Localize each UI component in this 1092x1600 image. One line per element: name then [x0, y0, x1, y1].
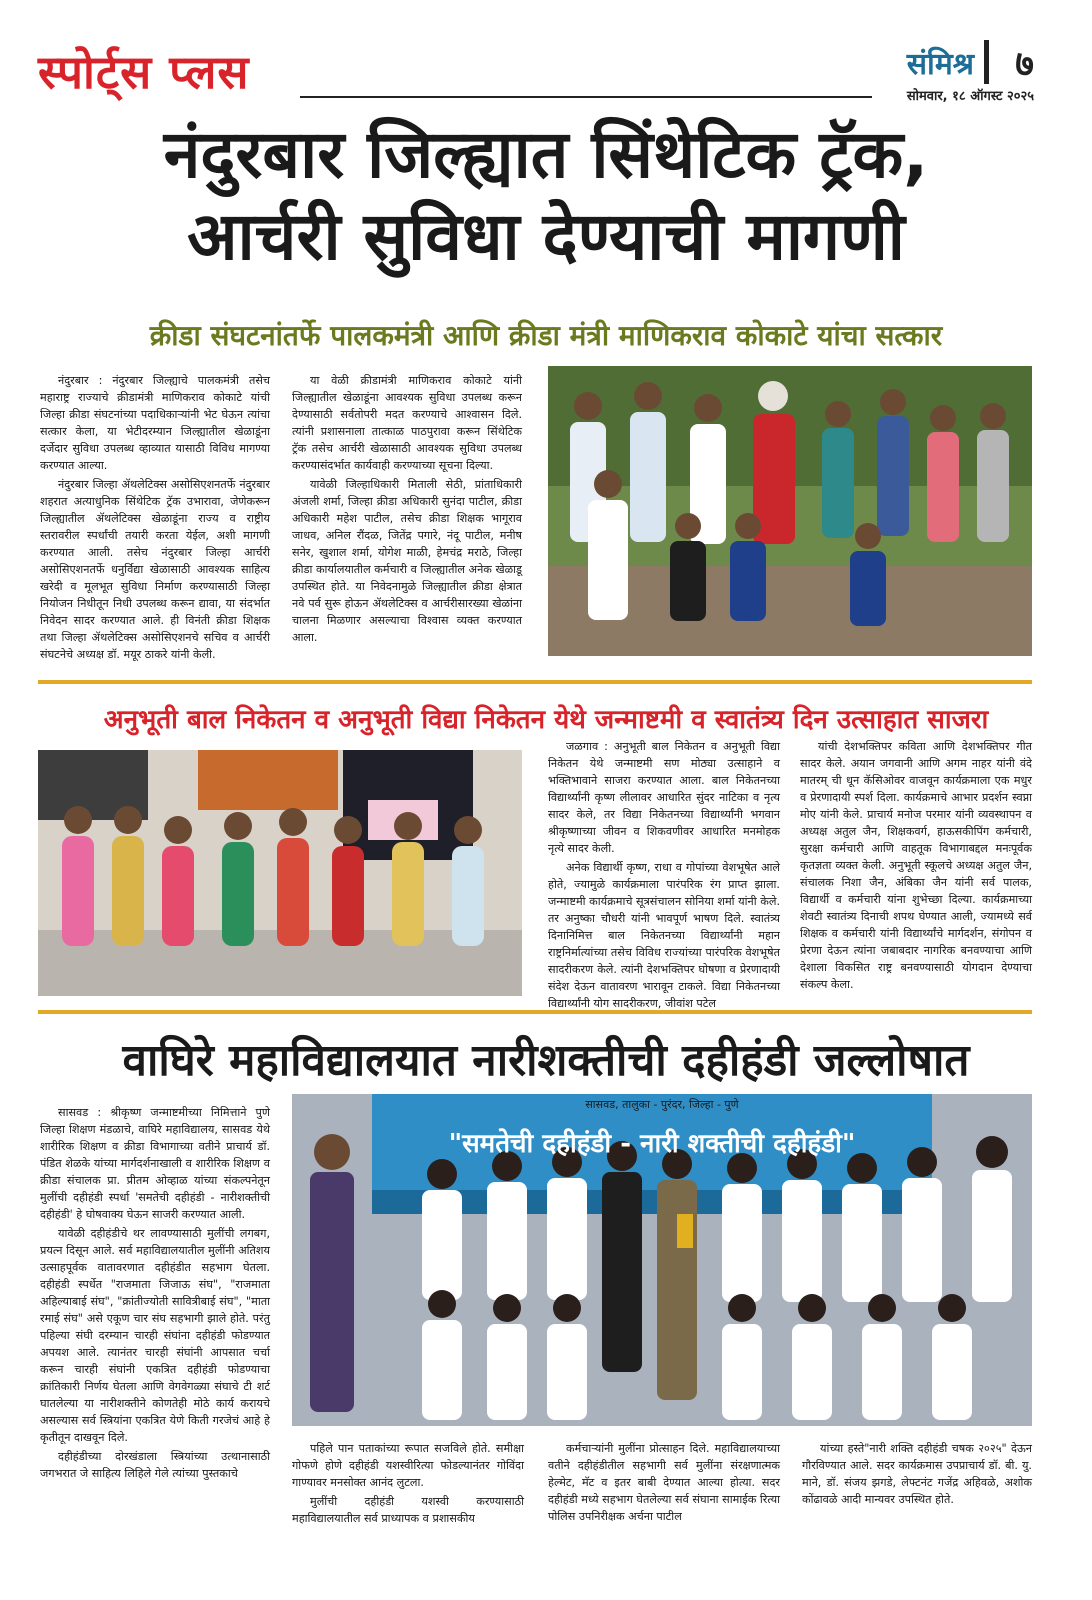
story3-column-3 [548, 1440, 780, 1525]
story1-group-photo [548, 366, 1032, 656]
story1-headline-line1: नंदुरबार जिल्ह्यात सिंथेटिक ट्रॅक, [163, 116, 929, 193]
masthead-rule [300, 96, 872, 98]
paragraph: यांच्या हस्ते"नारी शक्ति दहीहंडी चषक २०२५" देऊन गौरविण्यात आले. सदर कार्यक्रमास उपप्राचार्य डॉ. बी. यु. माने, डॉ. संजय झगडे, लेफ्टनंट गजेंद्र अहिवळे, अशोक कोंढावळे आदी मान्यवर उपस्थित होते. [802, 1442, 1032, 1507]
paragraph: नंदुरबार जिल्हा ॲथलेटिक्स असोसिएशनतर्फे नंदुरबार शहरात अत्याधुनिक सिंथेटिक ट्रॅक उभारावा, जेणेकरून जिल्ह्यातील ॲथलेटिक्स खेळाडूंना राज्य व राष्ट्रीय स्तरावरील स्पर्धांची तयारी करता येईल, अशी मागणी करण्यात आली. तसेच नंदुरबार जिल्हा आर्चरी असोसिएशनतर्फे धनुर्विद्या खेळासाठी आवश्यक साहित्य खरेदी व मूलभूत सुविधा निर्माण करण्यासाठी जिल्हा नियोजन निधीतून निधी उपलब्ध करून द्यावा, या संदर्भात निवेदन सादर करण्यात आले. ही विनंती क्रीडा शिक्षक तथा जिल्हा ॲथलेटिक्स असोसिएशनचे सचिव व आर्चरी संघटनेचे अध्यक्ष डॉ. मयूर ठाकरे यांनी केली. [40, 478, 270, 662]
story1-column-2 [292, 372, 522, 646]
story2-children-photo [38, 750, 522, 996]
banner-location-text: सासवड, तालुका - पुरंदर, जिल्हा - पुणे [585, 1098, 739, 1111]
paragraph: यावेळी दहीहंडीचे थर लावण्यासाठी मुलींची लगबग, प्रयत्न दिसून आले. सर्व महाविद्यालयातील मुलींनी अतिशय उत्साहपूर्वक वातावरणात दहीहंडीत सहभाग घेतला. दहीहंडी स्पर्धेत "राजमाता जिजाऊ संघ", "राजमाता अहिल्याबाई संघ", "क्रांतीज्योती सावित्रीबाई संघ", "माता रमाई संघ" असे एकूण चार संघ सहभागी झाले होते. परंतु पहिल्या संघी दरम्यान चारही संघांना दहीहंडी फोडण्यात अपयश आले. त्यानंतर चारही संघांनी आपसात चर्चा करून चारही संघांनी एकत्रित दहीहंडी फोडण्याचा क्रांतिकारी निर्णय घेतला आणि वेगवेगळ्या संघाचे टी शर्ट घातलेल्या या नारीशक्तीने कोणतेही मोठे कार्य करायचे असल्यास सर्व स्त्रियांना एकत्रित येणे किती गरजेचं आहे हे कृतीतून दाखवून दिले. [40, 1227, 270, 1445]
story3-column-2 [292, 1440, 524, 1527]
paragraph: पहिले पान पताकांच्या रूपात सजविले होते. समीक्षा गोफणे होणे दहीहंडी यशस्वीरित्या फोडल्यानंतर गोविंदा गाण्यावर मनसोक्त आनंद लुटला. [292, 1442, 524, 1490]
story1-headline-line2: आर्चरी सुविधा देण्याची मागणी [187, 198, 905, 275]
section-divider [38, 680, 1032, 684]
story1-subheadline: क्रीडा संघटनांतर्फे पालकमंत्री आणि क्रीडा मंत्री माणिकराव कोकाटे यांचा सत्कार [149, 319, 943, 352]
story3-column-1 [40, 1104, 270, 1482]
story2-column-2 [800, 738, 1032, 993]
paragraph: कर्मचाऱ्यांनी मुलींना प्रोत्साहन दिले. महाविद्यालयाच्या वतीने दहीहंडीतील सहभागी सर्व मुलींना संरक्षणात्मक हेल्मेट, मॅट व इतर बाबी देण्यात आल्या होत्या. सदर दहीहंडी मध्ये सहभाग घेतलेल्या सर्व संघाना सामाईक रित्या पोलिस उपनिरीक्षक अर्चना पाटील [548, 1442, 780, 1524]
paragraph: मुलींची दहीहंडी यशस्वी करण्यासाठी महाविद्यालयातील सर्व प्राध्यापक व प्रशासकीय [292, 1495, 524, 1526]
page-number: ७ [1015, 44, 1034, 85]
paragraph: नंदुरबार : नंदुरबार जिल्ह्याचे पालकमंत्री तसेच महाराष्ट्र राज्याचे क्रीडामंत्री माणिकराव कोकाटे यांची जिल्हा क्रीडा संघटनांच्या पदाधिकाऱ्यांनी भेट घेऊन त्यांचा सत्कार केला, या भेटीदरम्यान जिल्ह्यातील खेळाडूंना दर्जेदार सुविधा उपलब्ध व्हाव्यात यासाठी विविध मागण्या करण्यात आल्या. [40, 374, 270, 473]
paragraph: या वेळी क्रीडामंत्री माणिकराव कोकाटे यांनी जिल्ह्यातील खेळाडूंना आवश्यक सुविधा उपलब्ध करून देण्यासाठी सर्वतोपरी मदत करण्याचे आश्वासन दिले. त्यांनी प्रशासनाला तात्काळ पाठपुरावा करून सिंथेटिक ट्रॅक तसेच आर्चरी खेळासाठी आवश्यक सुविधा उपलब्ध करण्यासंदर्भात कार्यवाही करण्याच्या सूचना दिल्या. [292, 374, 522, 473]
publication-date: सोमवार, १८ ऑगस्ट २०२५ [906, 89, 1034, 104]
paragraph: अनेक विद्यार्थी कृष्ण, राधा व गोपांच्या वेशभूषेत आले होते, ज्यामुळे कार्यक्रमाला पारंपरिक रंग प्राप्त झाला. जन्माष्टमी कार्यक्रमाचे सूत्रसंचालन सोनिया शर्मा यांनी केले. तर अनुष्का चौधरी यांनी भावपूर्ण भाषण दिले. स्वातंत्र्य दिनानिमित्त बाल निकेतनच्या विद्यार्थ्यांनी महान राष्ट्रनिर्मात्यांच्या तसेच विविध राज्यांच्या पारंपरिक वेशभूषेत सादरीकरण केले. त्यांनी देशभक्तिपर घोषणा व प्रेरणादायी संदेश देऊन वातावरण भारावून टाकले. विद्या निकेतनच्या विद्यार्थ्यांनी योग सादरीकरण, जीवांश पटेल [548, 861, 780, 1011]
story3-dahihandi-photo [292, 1094, 1032, 1426]
paragraph: सासवड : श्रीकृष्ण जन्माष्टमीच्या निमित्ताने पुणे जिल्हा शिक्षण मंडळाचे, वाघिरे महाविद्यालय, सासवड येथे शारीरिक शिक्षण व क्रीडा विभागाच्या वतीने प्राचार्य डॉ. पंडित शेळके यांच्या मार्गदर्शनाखाली व शारीरिक शिक्षण व क्रीडा संचालक प्रा. प्रीतम ओव्हाळ यांच्या संकल्पनेतून मुलींची दहीहंडी स्पर्धा 'समतेची दहीहंडी - नारीशक्तीची दहीहंडी' हे घोषवाक्य घेऊन साजरी करण्यात आली. [40, 1106, 270, 1222]
story1-column-1 [40, 372, 270, 663]
paragraph: जळगाव : अनुभूती बाल निकेतन व अनुभूती विद्या निकेतन येथे जन्माष्टमी सण मोठ्या उत्साहाने व भक्तिभावाने साजरा करण्यात आला. बाल निकेतनच्या विद्यार्थ्यांनी कृष्ण लीलावर आधारित सुंदर नाटिका व नृत्य सादर केले, तर विद्या निकेतनच्या विद्यार्थ्यांनी भगवान श्रीकृष्णाच्या जीवन व शिकवणीवर आधारित मनमोहक नृत्ये सादर केली. [548, 740, 780, 856]
paragraph: दहीहंडीच्या दोरखंडाला स्त्रियांच्या उत्थानासाठी जगभरात जे साहित्य लिहिले गेले त्यांच्या पुस्तकाचे [40, 1450, 270, 1481]
story2-column-1 [548, 738, 780, 1012]
section-name: संमिश्र [906, 47, 974, 82]
section-divider [38, 1010, 1032, 1014]
banner-title-text: "समतेची दहीहंडी - नारी शक्तीची दहीहंडी" [448, 1129, 856, 1159]
story3-headline: वाघिरे महाविद्यालयात नारीशक्तीची दहीहंडी जल्लोषात [122, 1035, 970, 1086]
brand-logo-text: स्पोर्ट्स प्लस [38, 45, 250, 99]
story2-headline: अनुभूती बाल निकेतन व अनुभूती विद्या निकेतन येथे जन्माष्टमी व स्वातंत्र्य दिन उत्साहात साजरा [103, 705, 989, 735]
paragraph: यावेळी जिल्हाधिकारी मिताली सेठी, प्रांताधिकारी अंजली शर्मा, जिल्हा क्रीडा अधिकारी सुनंदा पाटील, क्रीडा अधिकारी महेश पाटील, तसेच क्रीडा शिक्षक भागूराव जाधव, अनिल रौंदळ, जितेंद्र पगारे, नंदू पाटील, मनीष सनेर, खुशाल शर्मा, योगेश माळी, हेमचंद्र मराठे, जिल्हा क्रीडा कार्यालयातील कर्मचारी व जिल्ह्यातील अनेक खेळाडू उपस्थित होते. या निवेदनामुळे जिल्ह्यातील क्रीडा क्षेत्रात नवे पर्व सुरू होऊन ॲथलेटिक्स व आर्चरीसारख्या खेळांना चालना मिळणार असल्याचा विश्वास व्यक्त करण्यात आला. [292, 478, 522, 645]
story3-column-4 [802, 1440, 1032, 1508]
paragraph: यांची देशभक्तिपर कविता आणि देशभक्तिपर गीत सादर केले. अयान जगवानी आणि अगम नाहर यांनी वंदे मातरम् ची धून कॅसिओवर वाजवून कार्यक्रमाला एक मधुर व प्रेरणादायी स्पर्श दिला. कार्यक्रमाचे आभार प्रदर्शन स्वप्ना मोए यांनी केले. प्राचार्य मनोज परमार यांनी व्यवस्थापन व अध्यक्ष अतुल जैन, शिक्षकवर्ग, हाऊसकीपिंग कर्मचारी, सुरक्षा कर्मचारी आणि वाहतूक विभागाबद्दल मनःपूर्वक कृतज्ञता व्यक्त केली. अनुभूती स्कूलचे अध्यक्ष अतुल जैन, संचालक निशा जैन, अंबिका जैन यांनी सर्व पालक, विद्यार्थी व कर्मचारी यांना शुभेच्छा दिल्या. कार्यक्रमाच्या शेवटी स्वातंत्र्य दिनाची शपथ घेण्यात आली, ज्यामध्ये सर्व शिक्षक व कर्मचारी यांनी विद्यार्थ्यांचे मार्गदर्शन, संगोपन व प्रेरणा देऊन त्यांना जबाबदार नागरिक बनवण्याचा आणि देशाला विकसित राष्ट्र बनवण्यासाठी योगदान देण्याचा संकल्प केला. [800, 740, 1032, 992]
masthead-divider [984, 40, 989, 84]
masthead [0, 0, 1092, 118]
